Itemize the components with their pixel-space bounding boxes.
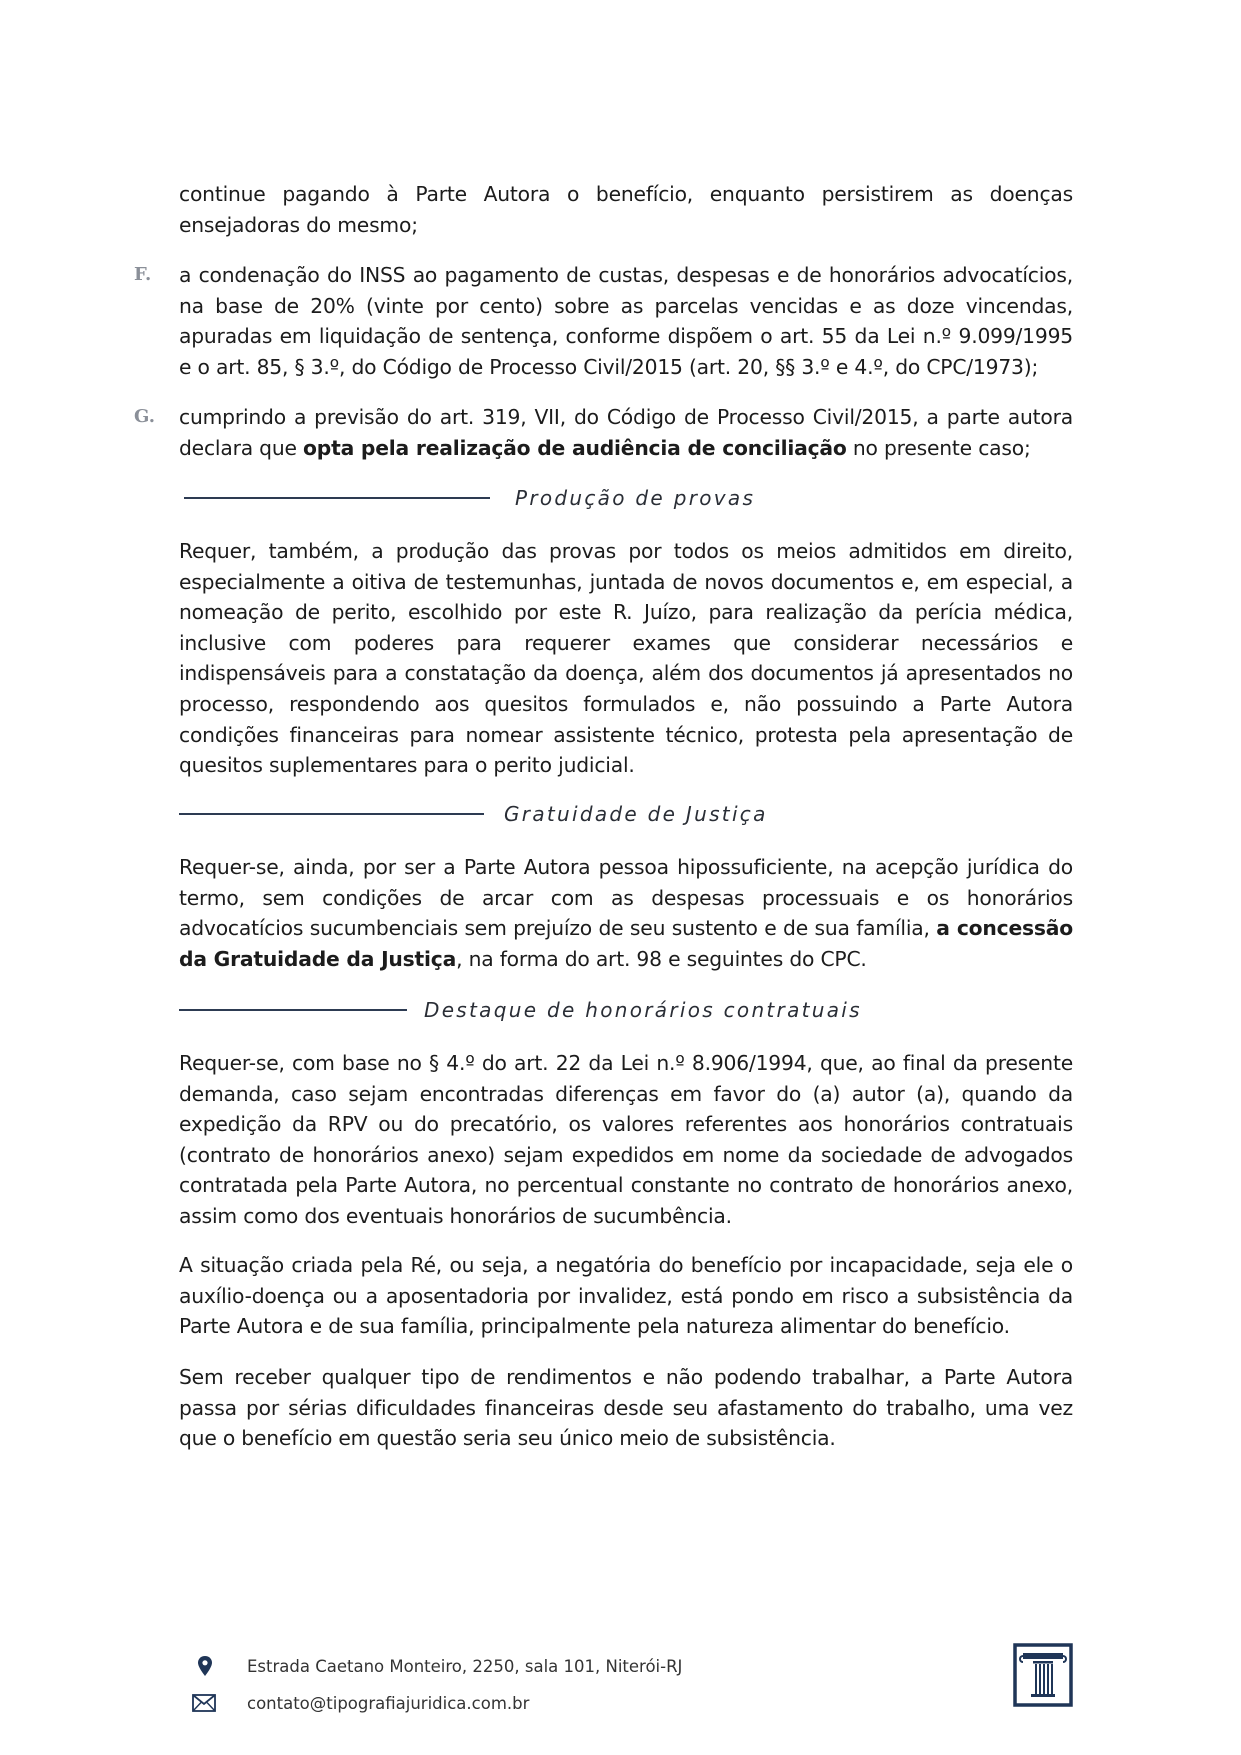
footer-email-text[interactable]: contato@tipografiajuridica.com.br: [247, 1693, 530, 1713]
footer-address-text: Estrada Caetano Monteiro, 2250, sala 101, Niterói-RJ: [247, 1656, 683, 1676]
heading-rule: [179, 1009, 407, 1011]
list-item-g: [179, 402, 1073, 463]
paragraph-closing-2: Sem receber qualquer tipo de rendimentos e não podendo trabalhar, a Parte Autora passa por sérias dificuldades financeiras desde seu afastamento do trabalho, uma vez que o benefício em questão seria seu único meio de subsistência.: [179, 1365, 1073, 1451]
paragraph-closing-1: A situação criada pela Ré, ou seja, a negatória do benefício por incapacidade, seja ele o auxílio-doença ou a aposentadoria por invalidez, está pondo em risco a subsistência da Parte Autora e de sua família, principalmente pela natureza alimentar do benefício.: [179, 1253, 1073, 1339]
section-heading-destaque: [179, 995, 862, 1025]
list-item-g-text-a: cumprindo a previsão do art. 319, VII, do Código de Processo Civil/2015, a parte autora declara que: [179, 405, 1073, 460]
heading-label: Produção de provas: [515, 486, 756, 510]
paragraph-destaque: Requer-se, com base no § 4.º do art. 22 da Lei n.º 8.906/1994, que, ao final da presente demanda, caso sejam encontradas diferenças em favor do (a) autor (a), quando da expedição da RPV ou do precatório, os valores referentes aos honorários contratuais (contrato de honorários anexo) sejam expedidos em nome da sociedade de advogados contratada pela Parte Autora, no percentual constante no contrato de honorários anexo, assim como dos eventuais honorários de sucumbência.: [179, 1051, 1073, 1228]
gratuidade-text-a: Requer-se, ainda, por ser a Parte Autora pessoa hipossuficiente, na acepção jurídica do termo, sem condições de arcar com as despesas processuais e os honorários advocatícios sucumbenciais sem prejuízo de seu sustento e de sua família,: [179, 855, 1073, 941]
paragraph-continuation: continue pagando à Parte Autora o benefício, enquanto persistirem as doenças ensejadoras do mesmo;: [179, 182, 1073, 237]
list-marker-g: G.: [134, 406, 155, 427]
list-item-g-bold: opta pela realização de audiência de conciliação: [303, 435, 847, 460]
heading-label: Destaque de honorários contratuais: [424, 998, 862, 1022]
list-item-g-text-b: no presente caso;: [846, 435, 1031, 460]
list-item-f: a condenação do INSS ao pagamento de custas, despesas e de honorários advocatícios, na base de 20% (vinte por cento) sobre as parcelas vencidas e as doze vincendas, apuradas em liquidação de sentença, conforme dispõem o art. 55 da Lei n.º 9.099/1995 e o art. 85, § 3.º, do Código de Processo Civil/2015 (art. 20, §§ 3.º e 4.º, do CPC/1973);: [179, 263, 1073, 379]
footer-email[interactable]: [200, 1688, 529, 1718]
list-marker-f: F.: [134, 264, 152, 285]
paragraph-gratuidade: [179, 852, 1073, 974]
section-heading-gratuidade: [179, 799, 768, 829]
paragraph-provas: Requer, também, a produção das provas por todos os meios admitidos em direito, especialmente a oitiva de testemunhas, juntada de novos documentos e, em especial, a nomeação de perito, escolhido por este R. Juízo, para realização da perícia médica, inclusive com poderes para requerer exames que considerar necessários e indispensáveis para a constatação da doença, além dos documentos já apresentados no processo, respondendo aos quesitos formulados e, não possuindo a Parte Autora condições financeiras para nomear assistente técnico, protesta pela apresentação de quesitos suplementares para o perito judicial.: [179, 539, 1073, 778]
gratuidade-bold: a concessão da Gratuidade da Justiça: [179, 916, 1073, 971]
section-heading-provas: [184, 483, 755, 513]
heading-label: Gratuidade de Justiça: [504, 802, 768, 826]
footer-address: [200, 1651, 682, 1681]
gratuidade-text-b: , na forma do art. 98 e seguintes do CPC.: [456, 946, 867, 971]
heading-rule: [184, 497, 490, 499]
heading-rule: [179, 813, 484, 815]
column-logo-icon: [1013, 1643, 1073, 1707]
